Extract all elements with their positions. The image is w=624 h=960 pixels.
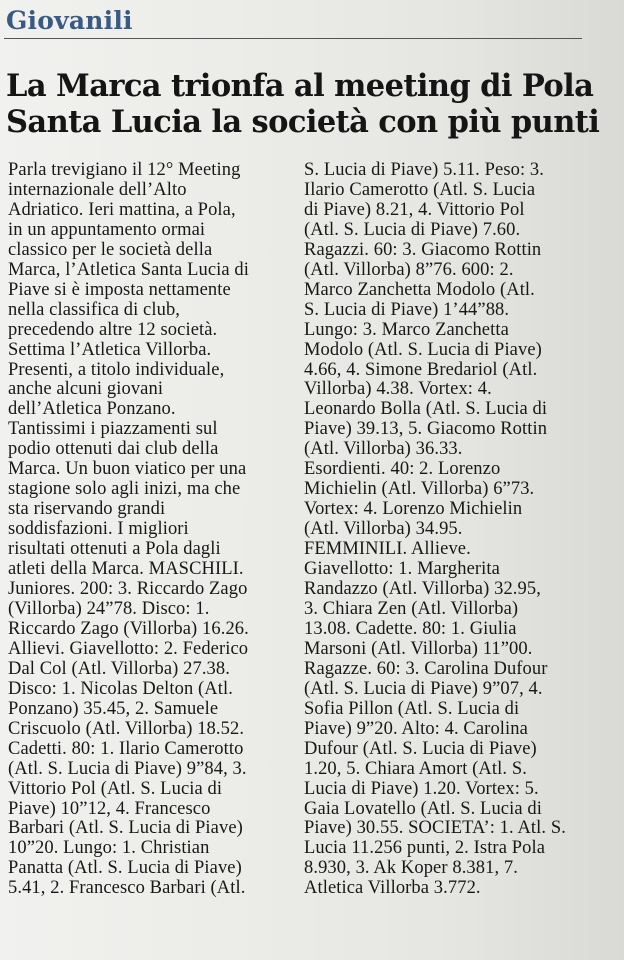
article-line: 8.930, 3. Ak Koper 8.381, 7. bbox=[304, 858, 518, 879]
article-line: Ragazze. 60: 3. Carolina Dufour bbox=[304, 658, 548, 679]
article-column-right bbox=[304, 161, 604, 899]
article-line: in un appuntamento ormai bbox=[8, 219, 206, 240]
article-line: Marca, l’Atletica Santa Lucia di bbox=[8, 259, 250, 280]
article-line: internazionale dell’Alto bbox=[8, 179, 187, 200]
article-line: Riccardo Zago (Villorba) 16.26. bbox=[8, 618, 249, 639]
article-line: atleti della Marca. MASCHILI. bbox=[8, 559, 244, 580]
article-line: (Atl. Villorba) 36.33. bbox=[304, 439, 463, 460]
article-line: Criscuolo (Atl. Villorba) 18.52. bbox=[8, 718, 245, 739]
headline bbox=[6, 68, 606, 140]
article-line: nella classifica di club, bbox=[8, 299, 181, 320]
article-line: Modolo (Atl. S. Lucia di Piave) bbox=[304, 339, 542, 360]
article-line: Vittorio Pol (Atl. S. Lucia di bbox=[8, 778, 223, 799]
article-line: Disco: 1. Nicolas Delton (Atl. bbox=[8, 678, 233, 699]
article-line: Parla trevigiano il 12° Meeting bbox=[8, 160, 241, 180]
article-line: Dal Col (Atl. Villorba) 27.38. bbox=[8, 658, 230, 679]
article-line: (Atl. S. Lucia di Piave) 9”07, 4. bbox=[304, 678, 543, 699]
article-line: 13.08. Cadette. 80: 1. Giulia bbox=[304, 618, 517, 639]
article-line: Settima l’Atletica Villorba. bbox=[8, 339, 212, 360]
article-line: Michielin (Atl. Villorba) 6”73. bbox=[304, 479, 535, 500]
article-line: 5.41, 2. Francesco Barbari (Atl. bbox=[8, 878, 246, 899]
article-line: Juniores. 200: 3. Riccardo Zago bbox=[8, 579, 248, 600]
section-divider bbox=[4, 38, 582, 39]
article-line: Randazzo (Atl. Villorba) 32.95, bbox=[304, 579, 541, 600]
article-line: Tantissimi i piazzamenti sul bbox=[8, 419, 218, 440]
article-line: (Atl. Villorba) 34.95. bbox=[304, 519, 463, 540]
article-line: (Atl. S. Lucia di Piave) 9”84, 3. bbox=[8, 758, 247, 779]
article-line: podio ottenuti dai club della bbox=[8, 439, 219, 460]
article-line: di Piave) 8.21, 4. Vittorio Pol bbox=[304, 199, 525, 220]
article-line: Piave) 9”20. Alto: 4. Carolina bbox=[304, 718, 528, 739]
article-line: Lucia di Piave) 1.20. Vortex: 5. bbox=[304, 778, 539, 799]
article-line: Ragazzi. 60: 3. Giacomo Rottin bbox=[304, 239, 542, 260]
article-column-left bbox=[8, 161, 296, 899]
article-line: Piave) 39.13, 5. Giacomo Rottin bbox=[304, 419, 548, 440]
article-line: 3. Chiara Zen (Atl. Villorba) bbox=[304, 598, 519, 619]
article-line: sta riservando grandi bbox=[8, 499, 166, 520]
article-line: Giavellotto: 1. Margherita bbox=[304, 559, 500, 580]
article-line: (Atl. S. Lucia di Piave) 7.60. bbox=[304, 219, 521, 240]
article-line: S. Lucia di Piave) 1’44”88. bbox=[304, 299, 510, 320]
article-line: (Villorba) 24”78. Disco: 1. bbox=[8, 598, 210, 619]
article-line: Presenti, a titolo individuale, bbox=[8, 359, 225, 380]
article-line: dell’Atletica Ponzano. bbox=[8, 399, 176, 420]
article-line: anche alcuni giovani bbox=[8, 379, 164, 400]
article-line: Panatta (Atl. S. Lucia di Piave) bbox=[8, 858, 242, 879]
article-line: stagione solo agli inizi, ma che bbox=[8, 479, 241, 500]
article-line: Leonardo Bolla (Atl. S. Lucia di bbox=[304, 399, 548, 420]
headline-line: Santa Lucia la società con più punti bbox=[6, 104, 600, 140]
article-line: Ilario Camerotto (Atl. S. Lucia bbox=[304, 179, 536, 200]
article-line: Villorba) 4.38. Vortex: 4. bbox=[304, 379, 492, 400]
article-line: Piave si è imposta nettamente bbox=[8, 279, 231, 300]
article-line: Barbari (Atl. S. Lucia di Piave) bbox=[8, 818, 243, 839]
article-line: Piave) 30.55. SOCIETA’: 1. Atl. S. bbox=[304, 818, 566, 839]
article-line: Vortex: 4. Lorenzo Michielin bbox=[304, 499, 523, 520]
article-line: Cadetti. 80: 1. Ilario Camerotto bbox=[8, 738, 244, 759]
section-label: Giovanili bbox=[6, 6, 133, 35]
article-line: S. Lucia di Piave) 5.11. Peso: 3. bbox=[304, 160, 545, 180]
article-line: FEMMINILI. Allieve. bbox=[304, 539, 471, 560]
article-line: Gaia Lovatello (Atl. S. Lucia di bbox=[304, 798, 542, 819]
article-line: soddisfazioni. I migliori bbox=[8, 519, 189, 540]
article-line: Allievi. Giavellotto: 2. Federico bbox=[8, 638, 249, 659]
article-line: Lungo: 3. Marco Zanchetta bbox=[304, 319, 509, 340]
article-line: 10”20. Lungo: 1. Christian bbox=[8, 838, 210, 859]
article-line: Marca. Un buon viatico per una bbox=[8, 459, 247, 480]
article-line: Lucia 11.256 punti, 2. Istra Pola bbox=[304, 838, 546, 859]
article-line: Atletica Villorba 3.772. bbox=[304, 878, 481, 899]
article-line: Esordienti. 40: 2. Lorenzo bbox=[304, 459, 501, 480]
article-line: classico per le società della bbox=[8, 239, 213, 260]
article-line: 1.20, 5. Chiara Amort (Atl. S. bbox=[304, 758, 527, 779]
article-line: 4.66, 4. Simone Bredariol (Atl. bbox=[304, 359, 538, 380]
article-line: Marco Zanchetta Modolo (Atl. bbox=[304, 279, 535, 300]
article-line: Ponzano) 35.45, 2. Samuele bbox=[8, 698, 219, 719]
article-line: precedendo altre 12 società. bbox=[8, 319, 218, 340]
article-line: Piave) 10”12, 4. Francesco bbox=[8, 798, 211, 819]
article-line: risultati ottenuti a Pola dagli bbox=[8, 539, 221, 560]
article-line: Sofia Pillon (Atl. S. Lucia di bbox=[304, 698, 520, 719]
article-line: Marsoni (Atl. Villorba) 11”00. bbox=[304, 638, 533, 659]
article-line: Adriatico. Ieri mattina, a Pola, bbox=[8, 199, 236, 220]
article-line: (Atl. Villorba) 8”76. 600: 2. bbox=[304, 259, 514, 280]
headline-line: La Marca trionfa al meeting di Pola bbox=[6, 68, 594, 104]
article-line: Dufour (Atl. S. Lucia di Piave) bbox=[304, 738, 537, 759]
